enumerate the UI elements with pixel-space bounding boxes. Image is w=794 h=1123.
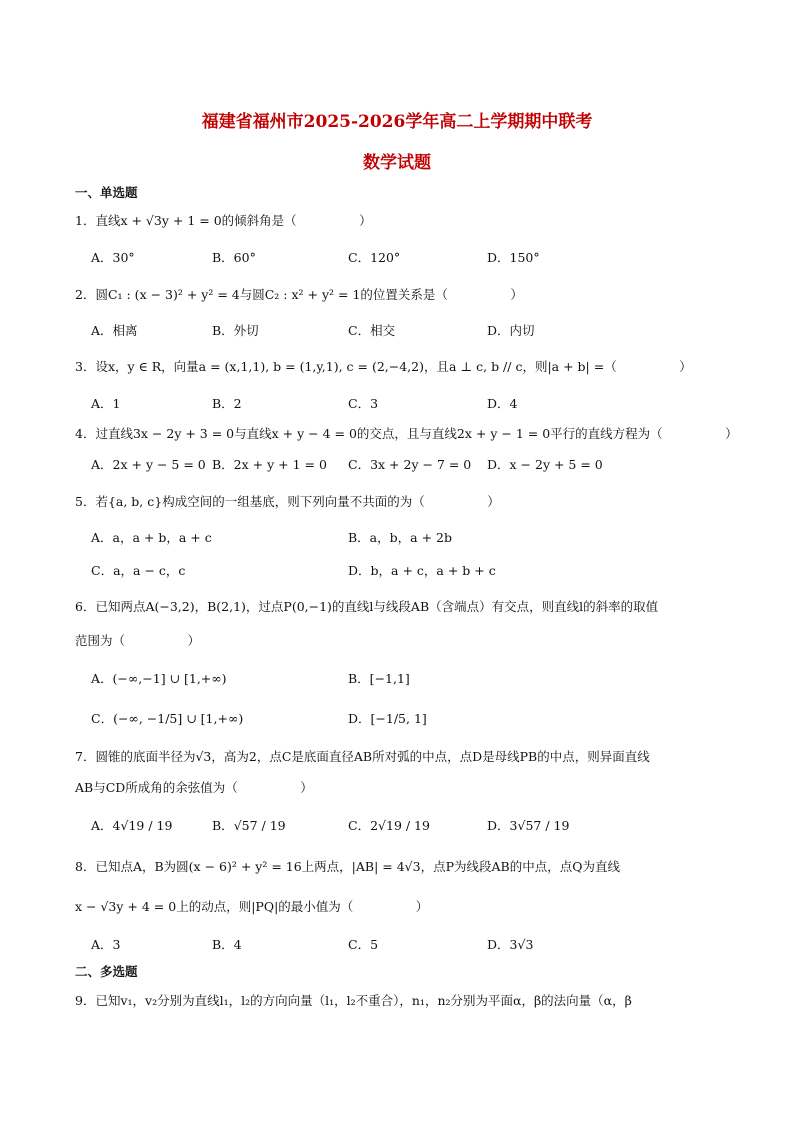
q8-option-b: B．4 [212,937,242,952]
q7-option-c [348,816,430,836]
q6-option-a: A．(−∞,−1] ∪ [1,+∞) [91,671,227,686]
section-multi-choice: 二、多选题 [75,964,138,979]
question-8-continued: x − √3y + 4 = 0上的动点，则|PQ|的最小值为（ ） [75,899,429,914]
q8-option-a: A．3 [91,937,121,952]
exam-title: 福建省福州市2025-2026学年高二上学期期中联考 [201,112,593,132]
q6-option-d-expr: [−1/5, 1] [370,711,427,726]
q3-option-d: D．4 [487,396,518,411]
question-6-continued: 范围为（ ） [75,633,201,648]
question-9: 9．已知v₁，v₂分别为直线l₁，l₂的方向向量（l₁，l₂不重合），n₁，n₂分别为平面α，β的法向量（α，β [75,993,632,1008]
q1-option-a: A．30° [91,250,135,265]
q7-option-a-label: A． [91,818,113,833]
q4-option-b: B．2x + y + 1 = 0 [212,457,327,472]
q7-option-a [91,816,172,836]
q4-option-d: D．x − 2y + 5 = 0 [487,457,603,472]
q2-option-c: C．相交 [348,323,396,338]
exam-subtitle: 数学试题 [363,153,431,173]
q4-option-c: C．3x + 2y − 7 = 0 [348,457,472,472]
q7-option-c-expr: 2√19 / 19 [370,818,430,833]
q6-option-d-label: D． [348,711,371,726]
q2-option-a: A．相离 [91,323,138,338]
q7-option-d-label: D． [487,818,510,833]
q2-option-b: B．外切 [212,323,259,338]
question-7-continued: AB与CD所成角的余弦值为（ ） [75,780,313,795]
q6-option-c [91,709,243,729]
q3-option-a: A．1 [91,396,121,411]
q8-option-c: C．5 [348,937,379,952]
q7-option-b-label: B． [212,818,234,833]
q7-option-d-expr: 3√57 / 19 [509,818,570,833]
q1-option-d: D．150° [487,250,540,265]
q7-option-b-expr: √57 / 19 [233,818,286,833]
q8-option-d: D．3√3 [487,937,534,952]
question-1: 1．直线x + √3y + 1 = 0的倾斜角是（ ） [75,213,372,228]
q1-option-b: B．60° [212,250,256,265]
q7-option-b [212,816,286,836]
q5-option-d: D．b，a + c，a + b + c [348,563,496,578]
q6-option-b: B．[−1,1] [348,671,410,686]
question-5: 5．若{a, b, c}构成空间的一组基底，则下列向量不共面的为（ ） [75,494,500,509]
q1-option-c: C．120° [348,250,401,265]
question-3: 3．设x，y ∈ R，向量a = (x,1,1), b = (1,y,1), c = (2,−4,2)，且a ⊥ c, b // c，则|a + b| =（ ） [75,359,692,374]
section-single-choice: 一、单选题 [75,185,138,200]
q5-option-a: A．a，a + b，a + c [91,530,212,545]
q3-option-c: C．3 [348,396,379,411]
q7-option-c-label: C． [348,818,371,833]
q2-option-d: D．内切 [487,323,535,338]
q6-option-d [348,709,427,729]
q3-option-b: B．2 [212,396,242,411]
question-4: 4．过直线3x − 2y + 3 = 0与直线x + y − 4 = 0的交点，且与直线2x + y − 1 = 0平行的直线方程为（ ） [75,426,738,441]
question-6: 6．已知两点A(−3,2)，B(2,1)，过点P(0,−1)的直线l与线段AB（含端点）有交点，则直线l的斜率的取值 [75,599,659,614]
q5-option-b: B．a，b，a + 2b [348,530,452,545]
q6-option-c-label: C． [91,711,114,726]
q7-option-a-expr: 4√19 / 19 [112,818,173,833]
q5-option-c: C．a，a − c，c [91,563,186,578]
q6-option-c-expr: (−∞, −1/5] ∪ [1,+∞) [113,711,244,726]
question-2: 2．圆C₁ : (x − 3)² + y² = 4与圆C₂ : x² + y² = 1的位置关系是（ ） [75,287,523,302]
q4-option-a: A．2x + y − 5 = 0 [91,457,206,472]
question-7: 7．圆锥的底面半径为√3，高为2，点C是底面直径AB所对弧的中点，点D是母线PB的中点，则异面直线 [75,749,650,764]
question-8: 8．已知点A，B为圆(x − 6)² + y² = 16上两点，|AB| = 4√3，点P为线段AB的中点，点Q为直线 [75,859,620,874]
q7-option-d [487,816,569,836]
